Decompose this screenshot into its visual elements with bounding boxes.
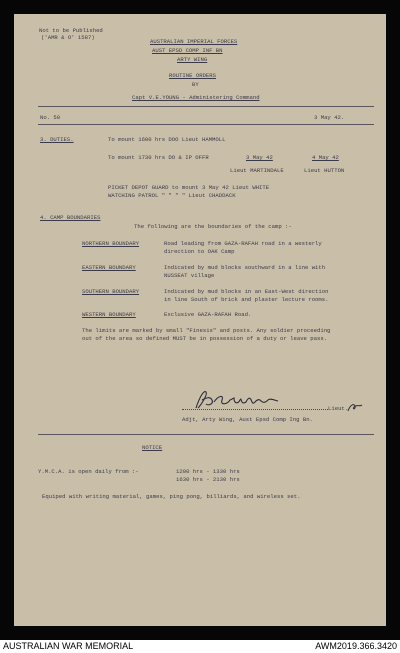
header-rule-bottom (38, 124, 374, 125)
document-page (14, 14, 386, 626)
camp-heading: 4. CAMP BOUNDARIES (40, 214, 101, 221)
notice-rule (38, 434, 374, 435)
duties-row-1: To mount 1600 hrs DOO Lieut HAMMOLL (108, 136, 226, 143)
heading-line-4: ROUTINE ORDERS (169, 72, 216, 79)
handwritten-initial (346, 401, 364, 413)
header-rule-top (38, 106, 374, 107)
heading-line-6: Capt V.E.YOUNG - Administering Command (132, 94, 260, 101)
heading-line-1: AUSTRALIAN IMPERIAL FORCES (150, 38, 238, 45)
duties-date-2: 4 May 42 (312, 154, 339, 161)
heading-line-3: ARTY WING (177, 56, 208, 63)
camp-intro: The following are the boundaries of the camp :- (134, 223, 292, 230)
notice-equipment: Equiped with writing material, games, ping pong, billiards, and wireless set. (42, 493, 301, 500)
boundary-text-south-1: Indicated by mud blocks in an East-West direction (164, 288, 329, 295)
notice-time-2: 1630 hrs - 2130 hrs (176, 476, 240, 483)
boundary-text-north-1: Road leading from GAZA-RAFAH road in a westerly (164, 240, 322, 247)
duties-row-4: PICKET DEPOT GUARD to mount 3 May 42 Lieut WHITE (108, 184, 270, 191)
camp-note-1: The limits are marked by small "Finesis" and posts. Any soldier proceeding (82, 327, 331, 334)
duties-date-1: 3 May 42 (246, 154, 273, 161)
archive-footer (0, 640, 400, 653)
order-date: 3 May 42. (314, 114, 345, 121)
boundary-text-east-2: NUSSEAT village (164, 272, 215, 279)
signature-rank: Lieut. (328, 405, 349, 412)
duties-officer-1: Lieut MARTINDALE (230, 167, 284, 174)
restriction-line-2: ('AMR & O' 1587) (41, 34, 95, 41)
footer-institution: AUSTRALIAN WAR MEMORIAL (3, 641, 134, 651)
boundary-label-west: WESTERN BOUNDARY (82, 311, 136, 318)
boundary-text-north-2: direction to OAK Camp (164, 248, 235, 255)
notice-label: Y.M.C.A. is open daily from :- (38, 468, 139, 475)
order-number: No. 50 (40, 114, 61, 121)
duties-heading: 3. DUTIES. (40, 136, 74, 143)
signature-title: Adjt, Arty Wing, Aust Epsd Comp Ing Bn. (182, 416, 313, 423)
boundary-label-south: SOUTHERN BOUNDARY (82, 288, 140, 295)
heading-line-5: BY (192, 81, 199, 88)
boundary-text-south-2: in line South of brick and plaster lecture rooms. (164, 296, 329, 303)
footer-accession-number: AWM2019.366.3420 (315, 641, 397, 651)
notice-heading: NOTICE (142, 444, 163, 451)
boundary-text-east-1: Indicated by mud blocks southward in a line with (164, 264, 326, 271)
duties-row-5: WATCHING PATROL " " " " Lieut CHADDACK (108, 192, 236, 199)
signature-line (182, 409, 328, 410)
heading-line-2: AUST EPSD COMP INF BN (152, 47, 223, 54)
duties-officer-2: Lieut HUTTON (304, 167, 345, 174)
restriction-line-1: Not to be Published (39, 27, 103, 34)
boundary-label-east: EASTERN BOUNDARY (82, 264, 136, 271)
duties-row-2: To mount 1730 hrs DO & IP OFFR (108, 154, 209, 161)
boundary-text-west-1: Exclusive GAZA-RAFAH Road. (164, 311, 252, 318)
camp-note-2: out of the area so defined MUST be in possession of a duty or leave pass. (82, 335, 328, 342)
boundary-label-north: NORTHERN BOUNDARY (82, 240, 140, 247)
notice-time-1: 1200 hrs - 1330 hrs (176, 468, 240, 475)
